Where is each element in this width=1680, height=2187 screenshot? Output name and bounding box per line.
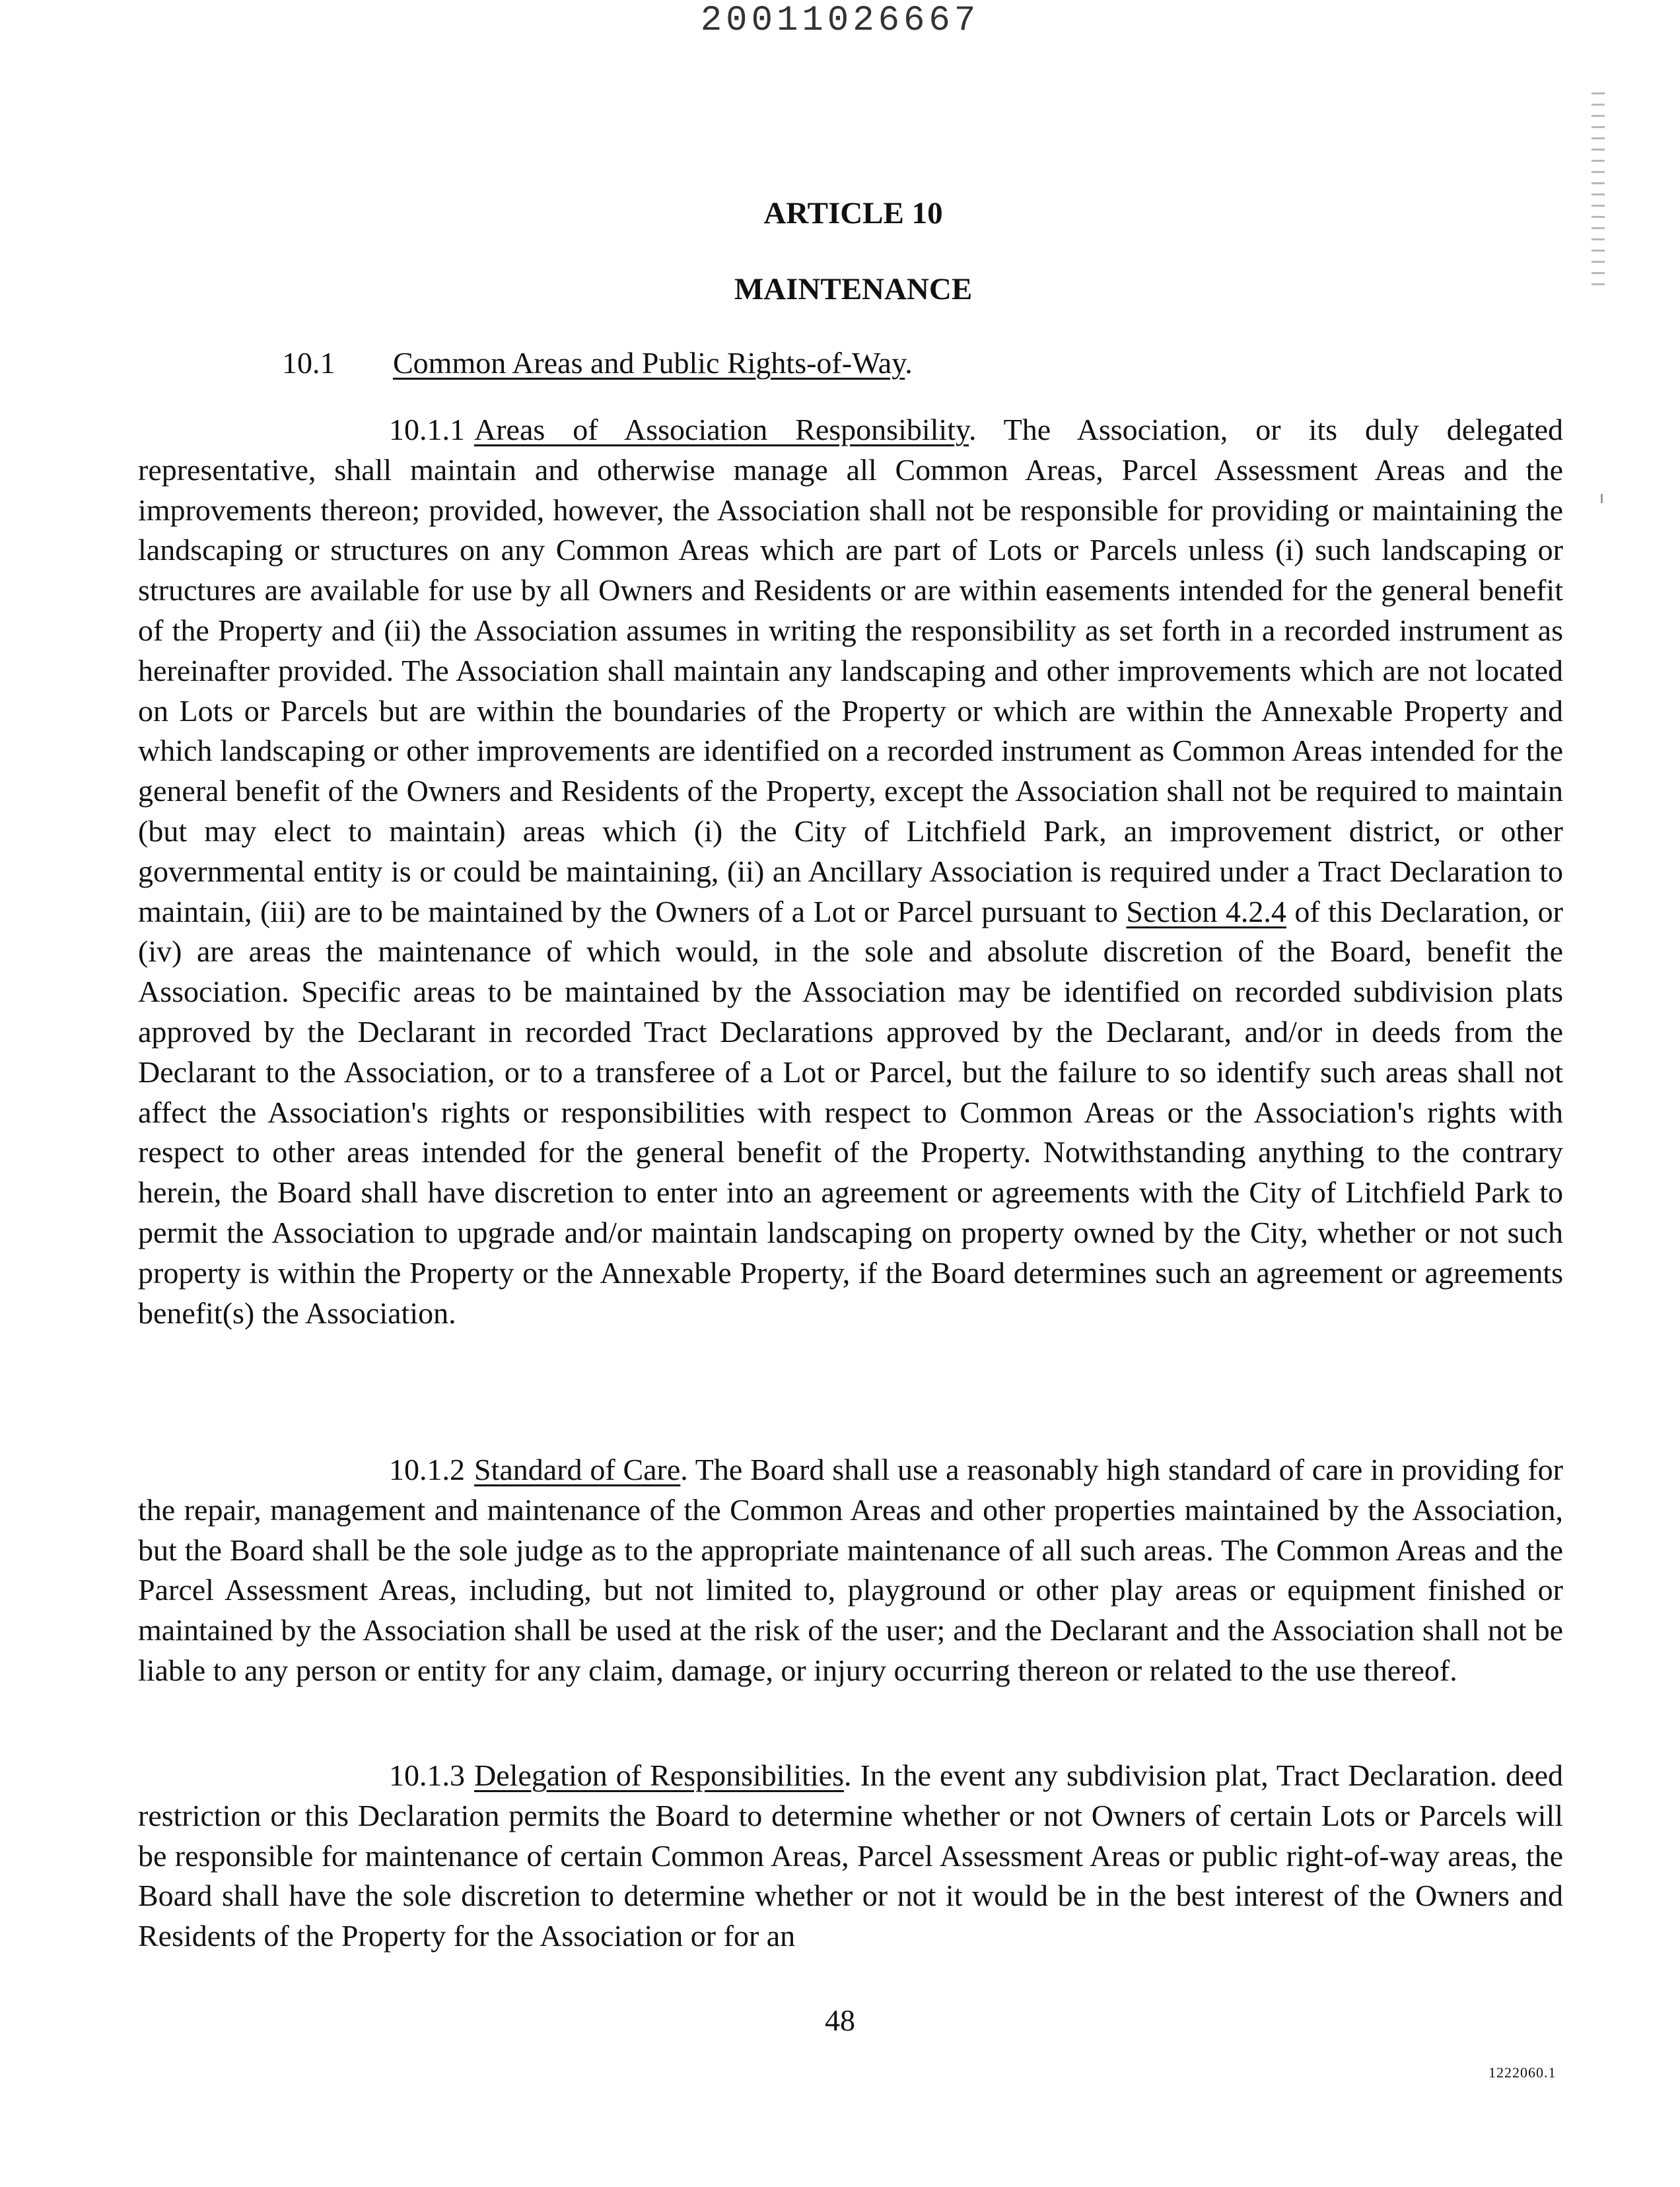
subsection-heading: Delegation of Responsibilities (474, 1758, 844, 1792)
page-number: 48 (825, 2003, 855, 2037)
margin-dot-mark (1601, 494, 1603, 503)
subsection-number: 10.1.3 (389, 1758, 465, 1792)
article-title: ARTICLE 10 (763, 196, 943, 230)
document-code: 1222060.1 (1488, 2064, 1557, 2081)
subsection-text: . The Association, or its duly delegated representative, shall maintain and otherwise manage all Common Areas, Parcel Assessment Areas and the improvements thereon; provided, however, the Association shall not be responsible for providing or maintaining the landscaping or structures on any Common Areas which are part of Lots or Parcels unless (i) such landscaping or structures are available for use by all Owners and Residents or are within easements intended for the general benefit of the Property and (ii) the Association assumes in writing the responsibility as set forth in a recorded instrument as hereinafter provided. The Association shall maintain any landscaping and other improvements which are not located on Lots or Parcels but are within the boundaries of the Property or which are within the Annexable Property and which landscaping or other improvements are identified on a recorded instrument as Common Areas intended for the general benefit of the Owners and Residents of the Property, except the Association shall not be required to maintain (but may elect to maintain) areas which (i) the City of Litchfield Park, an improvement district, or other governmental entity is or could be maintaining, (ii) an Ancillary Association is required under a Tract Declaration to maintain, (iii) are to be maintained by the Owners of a Lot or Parcel pursuant to (138, 413, 1563, 928)
subsection-10-1-3 (138, 1756, 1563, 1957)
subsection-text: . In the event any subdivision plat, Tract Declaration. deed restriction or this Declaration permits the Board to determine whether or not Owners of certain Lots or Parcels will be responsible for maintenance of certain Common Areas, Parcel Assessment Areas or public right-of-way areas, the Board shall have the sole discretion to determine whether or not it would be in the best interest of the Owners and Residents of the Property for the Association or for an (138, 1758, 1563, 1953)
subsection-text-continued: of this Declaration, or (iv) are areas the maintenance of which would, in the sole and absolute discretion of the Board, benefit the Association. Specific areas to be maintained by the Association may be identified on recorded subdivision plats approved by the Declarant in recorded Tract Declarations approved by the Declarant, and/or in deeds from the Declarant to the Association, or to a transferee of a Lot or Parcel, but the failure to so identify such areas shall not affect the Association's rights or responsibilities with respect to Common Areas or the Association's rights with respect to other areas intended for the general benefit of the Property. Notwithstanding anything to the contrary herein, the Board shall have discretion to enter into an agreement or agreements with the City of Litchfield Park to permit the Association to upgrade and/or maintain landscaping on property owned by the City, whether or not such property is within the Property or the Annexable Property, if the Board determines such an agreement or agreements benefit(s) the Association. (138, 894, 1563, 1330)
subsection-10-1-1 (138, 410, 1563, 1333)
article-subtitle: MAINTENANCE (734, 272, 973, 306)
section-reference: Section 4.2.4 (1126, 894, 1286, 928)
subsection-heading: Areas of Association Responsibility (474, 413, 969, 446)
section-heading (282, 343, 913, 383)
document-number: 20011026667 (700, 1, 980, 41)
subsection-10-1-2 (138, 1450, 1563, 1691)
subsection-text: . The Board shall use a reasonably high standard of care in providing for the repair, management and maintenance of the Common Areas and other properties maintained by the Association, but the Board shall be the sole judge as to the appropriate maintenance of all such areas. The Common Areas and the Parcel Assessment Areas, including, but not limited to, playground or other play areas or equipment finished or maintained by the Association shall be used at the risk of the user; and the Declarant and the Association shall not be liable to any person or entity for any claim, damage, or injury occurring thereon or related to the use thereof. (138, 1453, 1564, 1687)
section-title-period: . (905, 346, 913, 380)
subsection-number: 10.1.1 (389, 413, 465, 446)
section-title: Common Areas and Public Rights-of-Way (393, 346, 905, 380)
subsection-heading: Standard of Care (474, 1453, 681, 1486)
subsection-number: 10.1.2 (389, 1453, 465, 1486)
section-number: 10.1 (282, 346, 335, 380)
